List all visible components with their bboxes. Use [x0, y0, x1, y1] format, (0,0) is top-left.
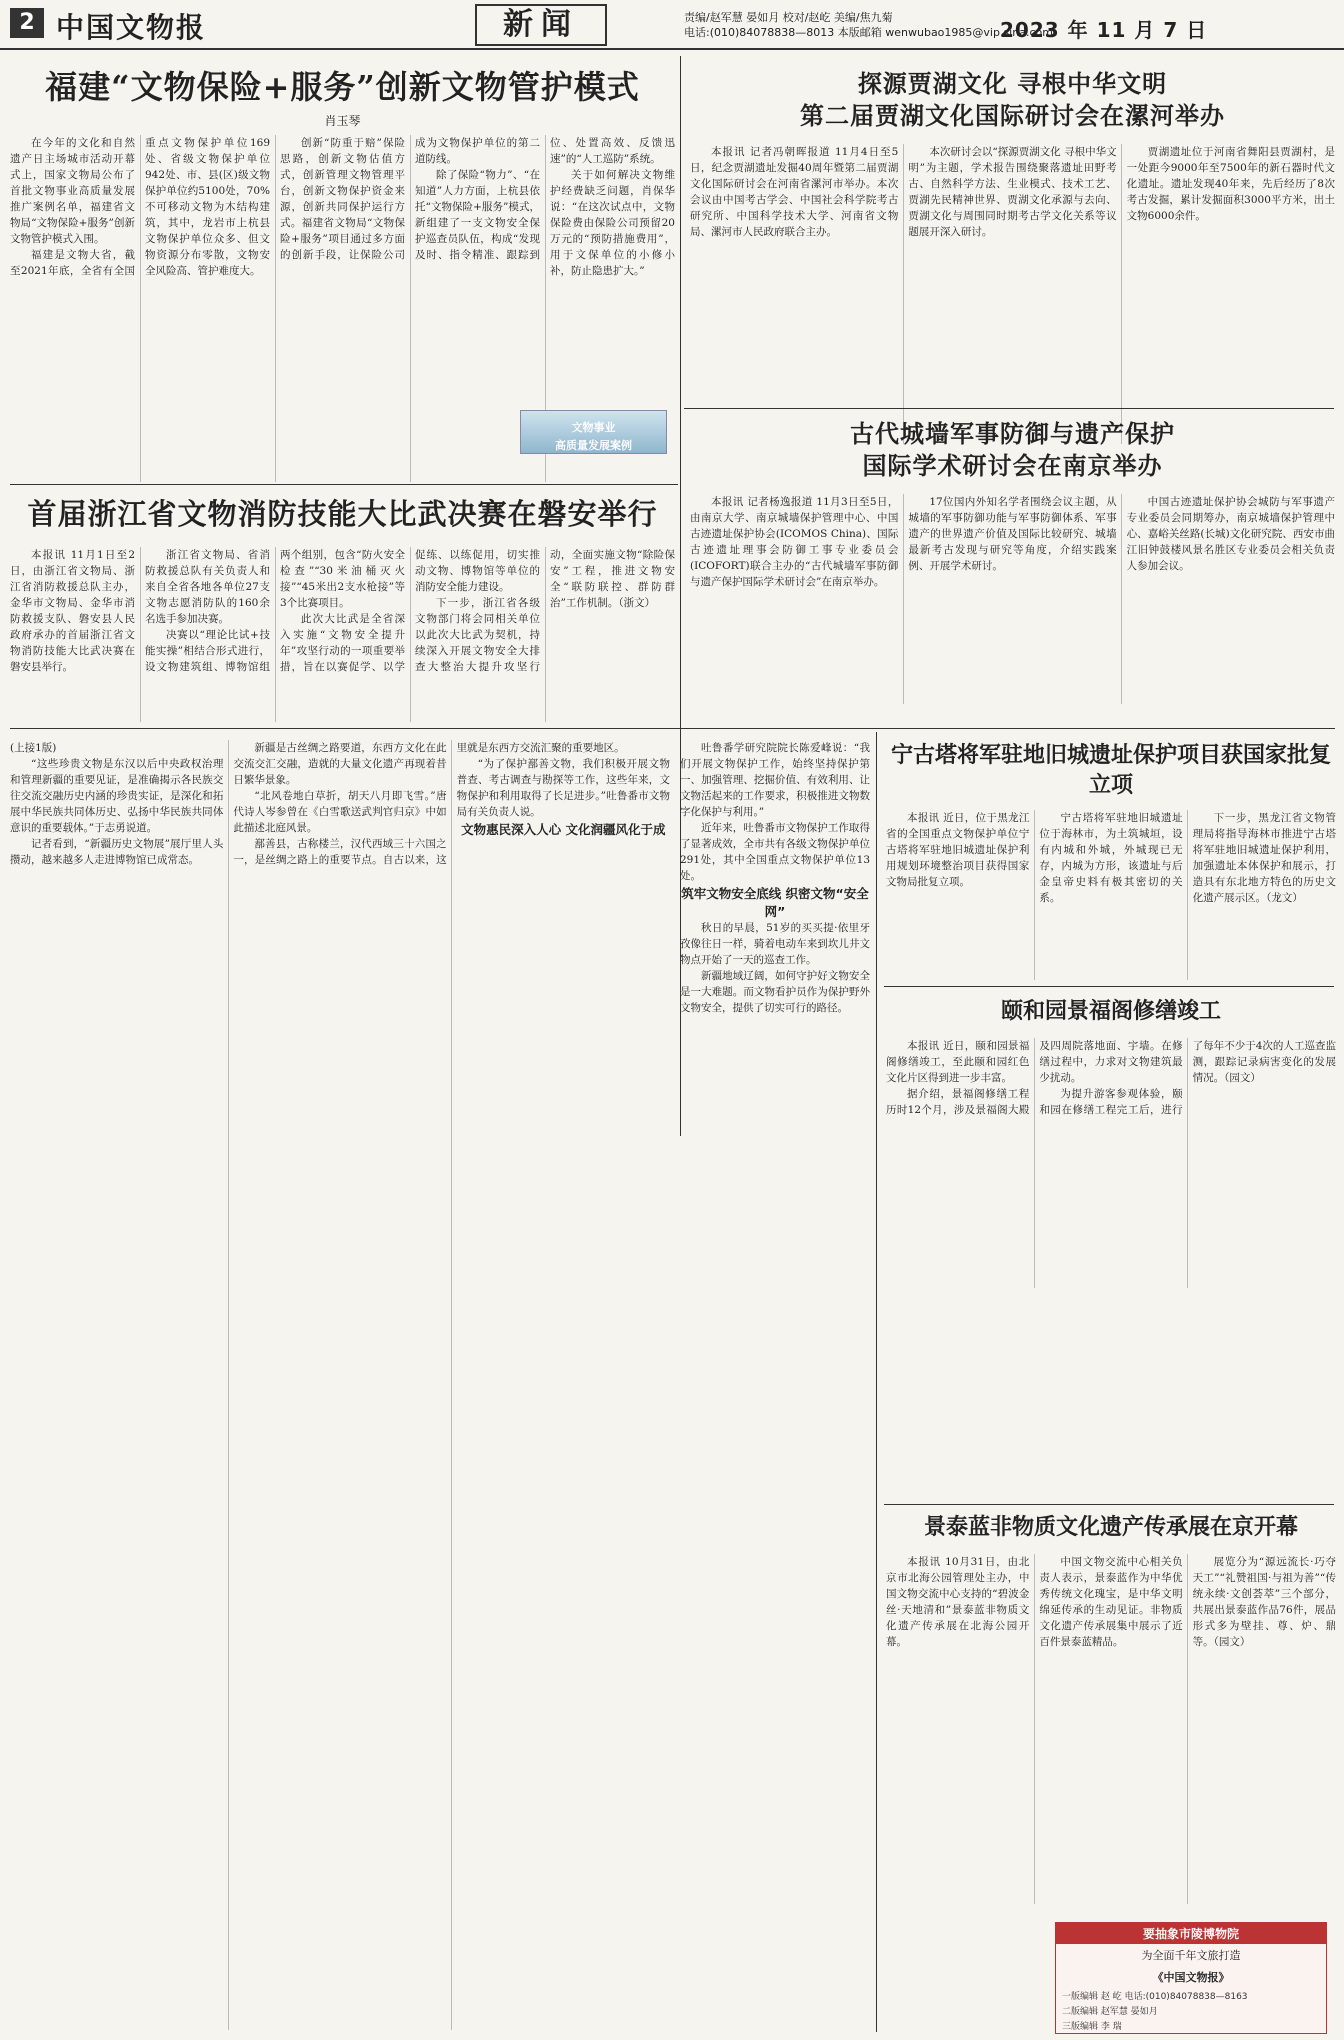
ad-line-5: 三版编辑 李 瑞: [1062, 2022, 1122, 2032]
page-number: 2: [10, 8, 44, 38]
story-nanjing-headline-2: 国际学术研讨会在南京举办: [862, 451, 1163, 480]
paragraph: 秋日的早晨，51岁的买买提·依里牙孜像往日一样，骑着电动车来到坎儿井文物点开始了一天的巡查工作。: [680, 922, 870, 966]
ad-line-4: 二版编辑 赵军慧 晏如月: [1062, 2007, 1158, 2017]
publication-date: 2023 年 11 月 7 日: [1000, 18, 1208, 42]
ad-line-3: 一版编辑 赵 屹 电话:(010)84078838—8163: [1062, 1992, 1248, 2002]
paragraph: 关于如何解决文物维护经费缺乏问题，肖保华说：“在这次试点中，文物保险费由保险公司预留20万元的“预防措施费用”，用于文保单位的小修小补，防止隐患扩大。”: [550, 169, 675, 277]
story-nanjing-body: [690, 494, 1335, 704]
paragraph: 展览分为“源远流长·巧夺天工”“礼赞祖国·与祖为善”“传统永续·文创荟萃”三个部分，共展出景泰蓝作品76件，展品形式多为壁挂、尊、炉、鼎等。（园文）: [1192, 1556, 1336, 1648]
editor-line-1: 责编/赵军慧 晏如月 校对/赵屹 美编/焦九菊: [684, 11, 893, 24]
continued-label: (上接1版): [10, 742, 57, 754]
divider: [10, 728, 1335, 729]
page-header: [0, 0, 1344, 50]
editor-info: [684, 10, 1053, 40]
paragraph: 近年来，吐鲁番市文物保护工作取得了显著成效，全市共有各级文物保护单位291处，其中全国重点文物保护单位13处。: [680, 822, 870, 882]
story-nanjing-headline-1: 古代城墙军事防御与遗产保护: [850, 419, 1175, 448]
story-jiahu-body: [690, 144, 1335, 444]
divider: [684, 408, 1334, 409]
paragraph: 在今年的文化和自然遗产日主场城市活动开幕式上，国家文物局公布了首批文物事业高质量发展推广案例名单，福建省文物局“文物保险+服务”创新文物管护模式入围。: [10, 137, 135, 245]
paragraph: 17位国内外知名学者围绕会议主题，从城墙的军事防御功能与军事防御体系、军事遗产的世界遗产价值及国际比较研究、城墙最新考古发现与研究等角度，介绍实践案例、开展学术研讨。: [908, 496, 1117, 572]
paragraph: “为了保护鄯善文物，我们积极开展文物普查、考古调查与勘探等工作，这些年来，文物保护和利用取得了长足进步。”吐鲁番市文物局有关负责人说。: [456, 758, 670, 818]
subheading: 文物惠民深入人心 文化润疆风化于成: [461, 822, 666, 837]
paragraph: 下一步，黑龙江省文物管理局将指导海林市推进宁古塔将军驻地旧城遗址保护利用，加强遗址本体保护和展示，打造具有东北地方特色的历史文化遗产展示区。（龙文）: [1192, 812, 1336, 904]
story-jiahu-headline-2: 第二届贾湖文化国际研讨会在漯河举办: [800, 101, 1225, 130]
story-xinjiang-continued-body: [680, 740, 870, 2030]
paragraph: “这些珍贵文物是东汉以后中央政权治理和管理新疆的重要见证，是准确揭示各民族交往交流交融历史内涵的珍贵实证，是深化和拓展中华民族共同体历史、弘扬中华民族共同体意识的重要载体。”于志勇说道。: [10, 758, 224, 834]
story-summer-palace-body: [886, 1038, 1336, 1288]
story-cloisonne-headline: 景泰蓝非物质文化遗产传承展在京开幕: [923, 1514, 1298, 1540]
paragraph: 新疆地域辽阔，如何守护好文物安全是一大难题。而文物看护员作为保护野外文物安全，提供了切实可行的路径。: [680, 970, 870, 1014]
paragraph: 为提升游客参观体验，颐和园在修缮工程完工后，进行了每年不少于4次的人工巡查监测，跟踪记录病害变化的发展情况。（园文）: [1039, 1040, 1336, 1116]
paragraph: 本报讯 记者杨逸报道 11月3日至5日，由南京大学、南京城墙保护管理中心、中国古迹遗址保护协会(ICOMOS China)、国际古迹遗址理事会防御工事专业委员会(ICOFORT)联合主办的“古代城墙军事防御与遗产保护国际学术研讨会”在南京举办。: [690, 496, 899, 588]
paragraph: 记者看到，“新疆历史文物展”展厅里人头攒动，越来越多人走进博物馆已成常态。: [10, 838, 224, 866]
story-cloisonne: [886, 1512, 1336, 1912]
story-zhejiang: [10, 492, 675, 722]
divider: [10, 484, 678, 485]
paragraph: 本报讯 近日，颐和园景福阁修缮竣工，至此颐和园红色文化片区得到进一步丰富。: [886, 1040, 1030, 1084]
subheading: 筑牢文物安全底线 织密文物“安全网”: [681, 886, 869, 919]
story-xinjiang-body: [10, 740, 670, 2030]
paragraph: 本报讯 近日，位于黑龙江省的全国重点文物保护单位宁古塔将军驻地旧城遗址保护利用规划环境整治项目获得国家文物局批复立项。: [886, 812, 1030, 888]
paragraph: 贾湖遗址位于河南省舞阳县贾湖村，是一处距今9000年至7500年的新石器时代文化遗址。遗址发现40年来，先后经历了8次考古发掘，累计发掘面积3000平方米，出土文物6000余件。: [1126, 146, 1335, 222]
paragraph: 创新“防重于赔”保险思路，创新文物估值方式，创新管理文物管理平台，创新文物保护资金来源，创新共同保护运行方式。福建省文物局“文物保险+服务”项目通过多方面的创新手段，让保险公司成为文物保护单位的第二道防线。: [280, 137, 540, 261]
advertisement-box: [1055, 1922, 1327, 2034]
story-ningguta: [886, 740, 1336, 980]
ad-line-2: 《中国文物报》: [1152, 1971, 1230, 1984]
story-jiahu-headline-1: 探源贾湖文化 寻根中华文明: [857, 69, 1168, 98]
story-zhejiang-body: [10, 547, 675, 722]
paragraph: 下一步，浙江省各级文物部门将会同相关单位以此次大比武为契机，持续深入开展文物安全大排查大整治大提升攻坚行动，全面实施文物“除险保安”工程，推进文物安全“联防联控、群防群治”工作机制。（浙文）: [415, 549, 675, 673]
story-ningguta-headline: 宁古塔将军驻地旧城遗址保护项目获国家批复立项: [890, 742, 1331, 798]
paragraph: 除了保险“物力”、“在知道”人力方面，上杭县依托“文物保险+服务”模式，新组建了一支文物安全保护巡查员队伍，构成“发现及时、指令精准、跟踪到位、处置高效、反馈迅速”的“人工巡防”系统。: [415, 137, 675, 261]
paragraph: 本次研讨会以“探源贾湖文化 寻根中华文明”为主题，学术报告围绕聚落遗址田野考古、自然科学方法、生业模式、技术工艺、贾湖先民精神世界、贾湖文化承源与去向、贾湖文化与周围同时期考古学文化关系等议题展开深入研讨。: [908, 146, 1117, 238]
paragraph: 本报讯 记者冯朝晖报道 11月4日至5日，纪念贾湖遗址发掘40周年暨第二届贾湖文化国际研讨会在河南省漯河市举办。本次会议由中国考古学会、中国社会科学院考古研究所、中国科学技术大学、河南省文物局、漯河市人民政府联合主办。: [690, 146, 899, 238]
story-nanjing: [690, 418, 1335, 708]
story-fujian-byline: 肖玉琴: [324, 114, 361, 128]
section-title: 新闻: [475, 4, 607, 46]
column-divider: [876, 732, 877, 2032]
ad-title: 要抽象市陵博物院: [1056, 1923, 1326, 1944]
paragraph: 浙江省文物局、省消防救援总队有关负责人和来自全省各地各单位27支文物志愿消防队的160余名选手参加决赛。: [145, 549, 270, 625]
story-xinjiang: [10, 740, 670, 2030]
paragraph: 福建是文物大省，截至2021年底，全省有全国重点文物保护单位169处、省级文物保护单位942处、市、县(区)级文物保护单位约5100处，70%不可移动文物为木结构建筑，其中，龙岩市上杭县文物保护单位众多、但文物资源分布零散，文物安全风险高、管护难度大。: [10, 137, 270, 277]
paragraph: “北风卷地白草折，胡天八月即飞雪。”唐代诗人岑参曾在《白雪歌送武判官归京》中如此描述北庭风景。: [233, 790, 447, 834]
promo-line-2: 高质量发展案例: [555, 439, 632, 452]
divider: [884, 986, 1334, 987]
paragraph: 本报讯 10月31日，由北京市北海公园管理处主办，中国文物交流中心支持的“碧波金丝·天地清和”景泰蓝非物质文化遗产传承展在北海公园开幕。: [886, 1556, 1030, 1648]
story-fujian-headline: 福建“文物保险+服务”创新文物管护模式: [45, 68, 640, 106]
paragraph: 本报讯 11月1日至2日，由浙江省文物局、浙江省消防救援总队主办，金华市文物局、金华市消防救援支队、磐安县人民政府承办的首届浙江省文物消防技能大比武决赛在磐安县举行。: [10, 549, 135, 673]
story-ningguta-body: [886, 810, 1336, 980]
ad-line-1: 为全面千年文旅打造: [1141, 1949, 1241, 1962]
promo-banner: [520, 410, 667, 454]
story-summer-palace: [886, 996, 1336, 1296]
editor-line-2: 电话:(010)84078838—8013 本版邮箱 wenwubao1985@vip.sina.com: [684, 26, 1053, 39]
paragraph: 据介绍，景福阁修缮工程历时12个月，涉及景福阁大殿及四周院落地面、宇墙。在修缮过程中，力求对文物建筑最少扰动。: [886, 1040, 1183, 1116]
story-cloisonne-body: [886, 1554, 1336, 1904]
paragraph: 此次大比武是全省深入实施“文物安全提升年”攻坚行动的一项重要举措，旨在以赛促学、以学促练、以练促用，切实推动文物、博物馆等单位的消防安全能力建设。: [280, 549, 540, 673]
story-jiahu: [690, 68, 1335, 458]
story-summer-palace-headline: 颐和园景福阁修缮竣工: [1000, 998, 1221, 1024]
paragraph: 中国文物交流中心相关负责人表示，景泰蓝作为中华优秀传统文化瑰宝，是中华文明绵延传承的生动见证。非物质文化遗产传承展集中展示了近百件景泰蓝精品。: [1039, 1556, 1183, 1648]
masthead: 中国文物报: [56, 11, 207, 44]
story-xinjiang-continued: [680, 740, 870, 2030]
promo-line-1: 文物事业: [571, 421, 616, 434]
paragraph: 宁古塔将军驻地旧城遗址位于海林市，为土筑城垣，设有内城和外城，外城现已无存，内城为方形，该遗址与后金皇帝史料有极其密切的关系。: [1039, 812, 1183, 904]
paragraph: 新疆是古丝绸之路要道，东西方文化在此交流交汇交融，造就的大量文化遗产再现着昔日繁华景象。: [233, 742, 447, 786]
divider: [884, 1504, 1334, 1505]
paragraph: 吐鲁番学研究院院长陈爱峰说：“我们开展文物保护工作，始终坚持保护第一、加强管理、挖掘价值、有效利用、让文物活起来的工作要求，积极推进文物数字化保护与利用。”: [680, 742, 870, 818]
paragraph: 决赛以“理论比试+技能实操”相结合形式进行，设文物建筑组、博物馆组两个组别，包含“防火安全检查”“30米油桶灭火接”“45米出2支水枪接”等3个比赛项目。: [145, 549, 405, 673]
paragraph: 中国古迹遗址保护协会城防与军事遗产专业委员会同期筹办，南京城墙保护管理中心、嘉峪关丝路(长城)文化研究院、西安市曲江旧钟鼓楼风景名胜区专业委员会相关负责人参加会议。: [1126, 496, 1335, 572]
story-zhejiang-headline: 首届浙江省文物消防技能大比武决赛在磐安举行: [27, 497, 658, 531]
paragraph: 鄯善县，古称楼兰，汉代西域三十六国之一，是丝绸之路上的重要节点。自古以来，这里就是东西方交流汇聚的重要地区。: [233, 742, 625, 866]
